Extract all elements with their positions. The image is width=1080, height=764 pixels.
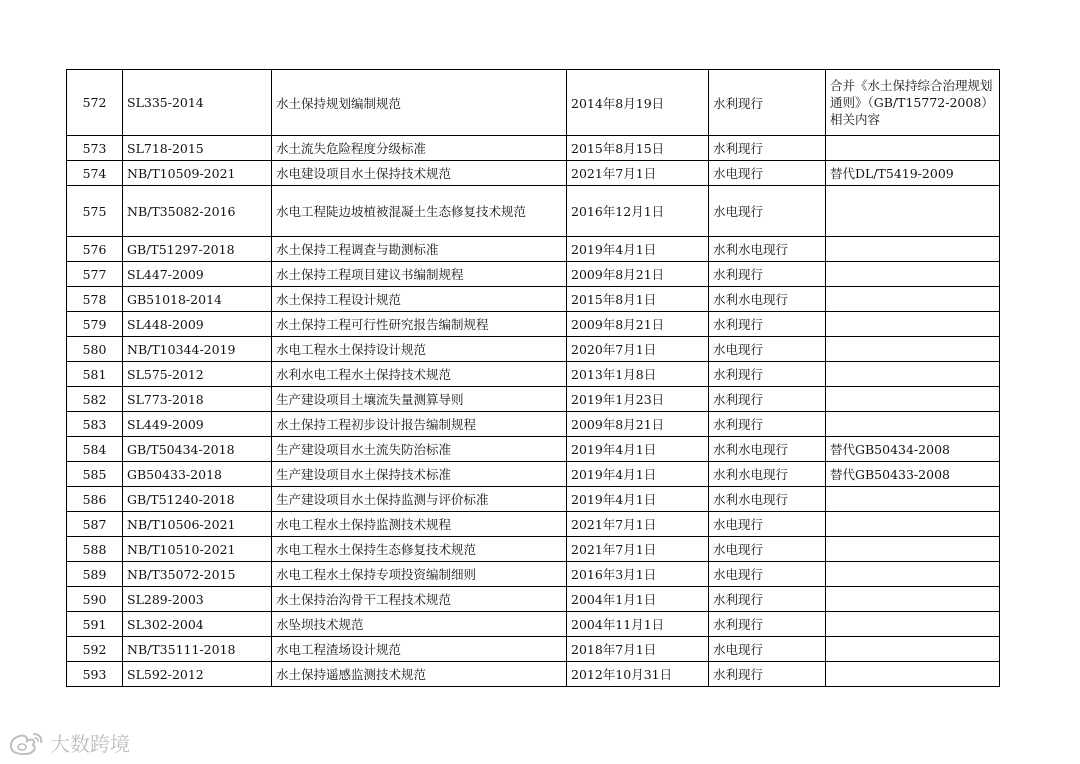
standard-name: 水土保持工程调查与勘测标准 xyxy=(272,237,567,262)
table-row xyxy=(67,412,1000,437)
standard-code: SL449-2009 xyxy=(123,412,272,437)
note xyxy=(826,562,1000,587)
status: 水利水电现行 xyxy=(709,487,826,512)
table-row xyxy=(67,662,1000,687)
status: 水利现行 xyxy=(709,387,826,412)
note xyxy=(826,637,1000,662)
table-row xyxy=(67,512,1000,537)
row-number: 587 xyxy=(67,512,123,537)
note: 替代GB50433-2008 xyxy=(826,462,1000,487)
row-number: 579 xyxy=(67,312,123,337)
status: 水利现行 xyxy=(709,362,826,387)
note xyxy=(826,287,1000,312)
standard-name: 水电工程渣场设计规范 xyxy=(272,637,567,662)
standard-code: NB/T10344-2019 xyxy=(123,337,272,362)
table-row xyxy=(67,462,1000,487)
status: 水电现行 xyxy=(709,161,826,186)
row-number: 592 xyxy=(67,637,123,662)
table-row xyxy=(67,312,1000,337)
effective-date: 2021年7月1日 xyxy=(567,537,709,562)
row-number: 586 xyxy=(67,487,123,512)
effective-date: 2004年11月1日 xyxy=(567,612,709,637)
standards-table xyxy=(66,69,1000,687)
note xyxy=(826,512,1000,537)
standard-code: SL575-2012 xyxy=(123,362,272,387)
status: 水利现行 xyxy=(709,136,826,161)
standard-code: GB51018-2014 xyxy=(123,287,272,312)
note xyxy=(826,412,1000,437)
status: 水电现行 xyxy=(709,637,826,662)
standard-code: NB/T35072-2015 xyxy=(123,562,272,587)
effective-date: 2019年4月1日 xyxy=(567,462,709,487)
row-number: 590 xyxy=(67,587,123,612)
effective-date: 2019年4月1日 xyxy=(567,237,709,262)
row-number: 581 xyxy=(67,362,123,387)
standard-name: 水电工程水土保持生态修复技术规范 xyxy=(272,537,567,562)
row-number: 584 xyxy=(67,437,123,462)
effective-date: 2021年7月1日 xyxy=(567,161,709,186)
table-row xyxy=(67,637,1000,662)
effective-date: 2014年8月19日 xyxy=(567,70,709,136)
row-number: 577 xyxy=(67,262,123,287)
standard-name: 水坠坝技术规范 xyxy=(272,612,567,637)
table-row xyxy=(67,437,1000,462)
note xyxy=(826,337,1000,362)
watermark-text: 大数跨境 xyxy=(50,732,130,756)
standard-code: SL448-2009 xyxy=(123,312,272,337)
status: 水电现行 xyxy=(709,337,826,362)
standard-code: GB/T51240-2018 xyxy=(123,487,272,512)
status: 水利现行 xyxy=(709,412,826,437)
note xyxy=(826,362,1000,387)
row-number: 593 xyxy=(67,662,123,687)
effective-date: 2015年8月15日 xyxy=(567,136,709,161)
effective-date: 2019年4月1日 xyxy=(567,437,709,462)
table-row xyxy=(67,537,1000,562)
standard-code: SL718-2015 xyxy=(123,136,272,161)
note xyxy=(826,186,1000,237)
standard-name: 水电工程水土保持设计规范 xyxy=(272,337,567,362)
note xyxy=(826,587,1000,612)
note xyxy=(826,487,1000,512)
effective-date: 2012年10月31日 xyxy=(567,662,709,687)
standard-name: 生产建设项目水土保持监测与评价标准 xyxy=(272,487,567,512)
table-row xyxy=(67,587,1000,612)
status: 水利现行 xyxy=(709,587,826,612)
effective-date: 2021年7月1日 xyxy=(567,512,709,537)
standard-name: 水电工程水土保持监测技术规程 xyxy=(272,512,567,537)
effective-date: 2009年8月21日 xyxy=(567,412,709,437)
table-row xyxy=(67,562,1000,587)
standard-name: 水土保持工程初步设计报告编制规程 xyxy=(272,412,567,437)
status: 水电现行 xyxy=(709,537,826,562)
standard-code: NB/T35111-2018 xyxy=(123,637,272,662)
row-number: 576 xyxy=(67,237,123,262)
status: 水利水电现行 xyxy=(709,287,826,312)
standard-name: 水电工程水土保持专项投资编制细则 xyxy=(272,562,567,587)
row-number: 574 xyxy=(67,161,123,186)
row-number: 588 xyxy=(67,537,123,562)
watermark xyxy=(8,728,130,757)
table-row xyxy=(67,262,1000,287)
effective-date: 2018年7月1日 xyxy=(567,637,709,662)
standard-name: 水土流失危险程度分级标准 xyxy=(272,136,567,161)
row-number: 572 xyxy=(67,70,123,136)
standard-name: 水电工程陡边坡植被混凝土生态修复技术规范 xyxy=(272,186,567,237)
status: 水利现行 xyxy=(709,312,826,337)
standard-code: SL302-2004 xyxy=(123,612,272,637)
row-number: 583 xyxy=(67,412,123,437)
note: 替代GB50434-2008 xyxy=(826,437,1000,462)
table-row xyxy=(67,337,1000,362)
table-row xyxy=(67,362,1000,387)
effective-date: 2009年8月21日 xyxy=(567,262,709,287)
row-number: 573 xyxy=(67,136,123,161)
table-row xyxy=(67,70,1000,136)
effective-date: 2004年1月1日 xyxy=(567,587,709,612)
standard-name: 生产建设项目水土保持技术标准 xyxy=(272,462,567,487)
status: 水电现行 xyxy=(709,186,826,237)
effective-date: 2020年7月1日 xyxy=(567,337,709,362)
effective-date: 2015年8月1日 xyxy=(567,287,709,312)
standard-code: SL289-2003 xyxy=(123,587,272,612)
effective-date: 2016年12月1日 xyxy=(567,186,709,237)
standard-name: 水土保持工程可行性研究报告编制规程 xyxy=(272,312,567,337)
standard-name: 生产建设项目土壤流失量测算导则 xyxy=(272,387,567,412)
standard-code: NB/T35082-2016 xyxy=(123,186,272,237)
row-number: 585 xyxy=(67,462,123,487)
effective-date: 2019年4月1日 xyxy=(567,487,709,512)
row-number: 578 xyxy=(67,287,123,312)
standard-code: GB/T50434-2018 xyxy=(123,437,272,462)
status: 水利现行 xyxy=(709,70,826,136)
standard-name: 水土保持治沟骨干工程技术规范 xyxy=(272,587,567,612)
standard-name: 水利水电工程水土保持技术规范 xyxy=(272,362,567,387)
standard-code: SL773-2018 xyxy=(123,387,272,412)
standard-name: 水土保持工程项目建议书编制规程 xyxy=(272,262,567,287)
status: 水电现行 xyxy=(709,512,826,537)
note xyxy=(826,237,1000,262)
table-row xyxy=(67,387,1000,412)
standard-name: 水土保持遥感监测技术规范 xyxy=(272,662,567,687)
status: 水利水电现行 xyxy=(709,462,826,487)
standard-code: NB/T10510-2021 xyxy=(123,537,272,562)
note xyxy=(826,262,1000,287)
table-row xyxy=(67,287,1000,312)
note xyxy=(826,662,1000,687)
standard-code: NB/T10509-2021 xyxy=(123,161,272,186)
table-row xyxy=(67,237,1000,262)
standard-code: GB50433-2018 xyxy=(123,462,272,487)
status: 水利水电现行 xyxy=(709,237,826,262)
status: 水利水电现行 xyxy=(709,437,826,462)
standard-name: 生产建设项目水土流失防治标准 xyxy=(272,437,567,462)
note xyxy=(826,537,1000,562)
row-number: 582 xyxy=(67,387,123,412)
standard-code: SL592-2012 xyxy=(123,662,272,687)
standard-code: SL335-2014 xyxy=(123,70,272,136)
note xyxy=(826,612,1000,637)
effective-date: 2009年8月21日 xyxy=(567,312,709,337)
standard-name: 水土保持规划编制规范 xyxy=(272,70,567,136)
note xyxy=(826,387,1000,412)
status: 水电现行 xyxy=(709,562,826,587)
standard-name: 水土保持工程设计规范 xyxy=(272,287,567,312)
standard-code: NB/T10506-2021 xyxy=(123,512,272,537)
row-number: 575 xyxy=(67,186,123,237)
note: 替代DL/T5419-2009 xyxy=(826,161,1000,186)
table-row xyxy=(67,136,1000,161)
weibo-logo-icon xyxy=(8,730,46,756)
status: 水利现行 xyxy=(709,662,826,687)
effective-date: 2013年1月8日 xyxy=(567,362,709,387)
row-number: 589 xyxy=(67,562,123,587)
status: 水利现行 xyxy=(709,262,826,287)
effective-date: 2019年1月23日 xyxy=(567,387,709,412)
table-row xyxy=(67,487,1000,512)
table-row xyxy=(67,186,1000,237)
table-row xyxy=(67,161,1000,186)
standard-code: SL447-2009 xyxy=(123,262,272,287)
note xyxy=(826,136,1000,161)
effective-date: 2016年3月1日 xyxy=(567,562,709,587)
standard-code: GB/T51297-2018 xyxy=(123,237,272,262)
table-row xyxy=(67,612,1000,637)
note: 合并《水土保持综合治理规划通则》（GB/T15772-2008）相关内容 xyxy=(826,70,1000,136)
row-number: 580 xyxy=(67,337,123,362)
status: 水利现行 xyxy=(709,612,826,637)
standard-name: 水电建设项目水土保持技术规范 xyxy=(272,161,567,186)
row-number: 591 xyxy=(67,612,123,637)
note xyxy=(826,312,1000,337)
